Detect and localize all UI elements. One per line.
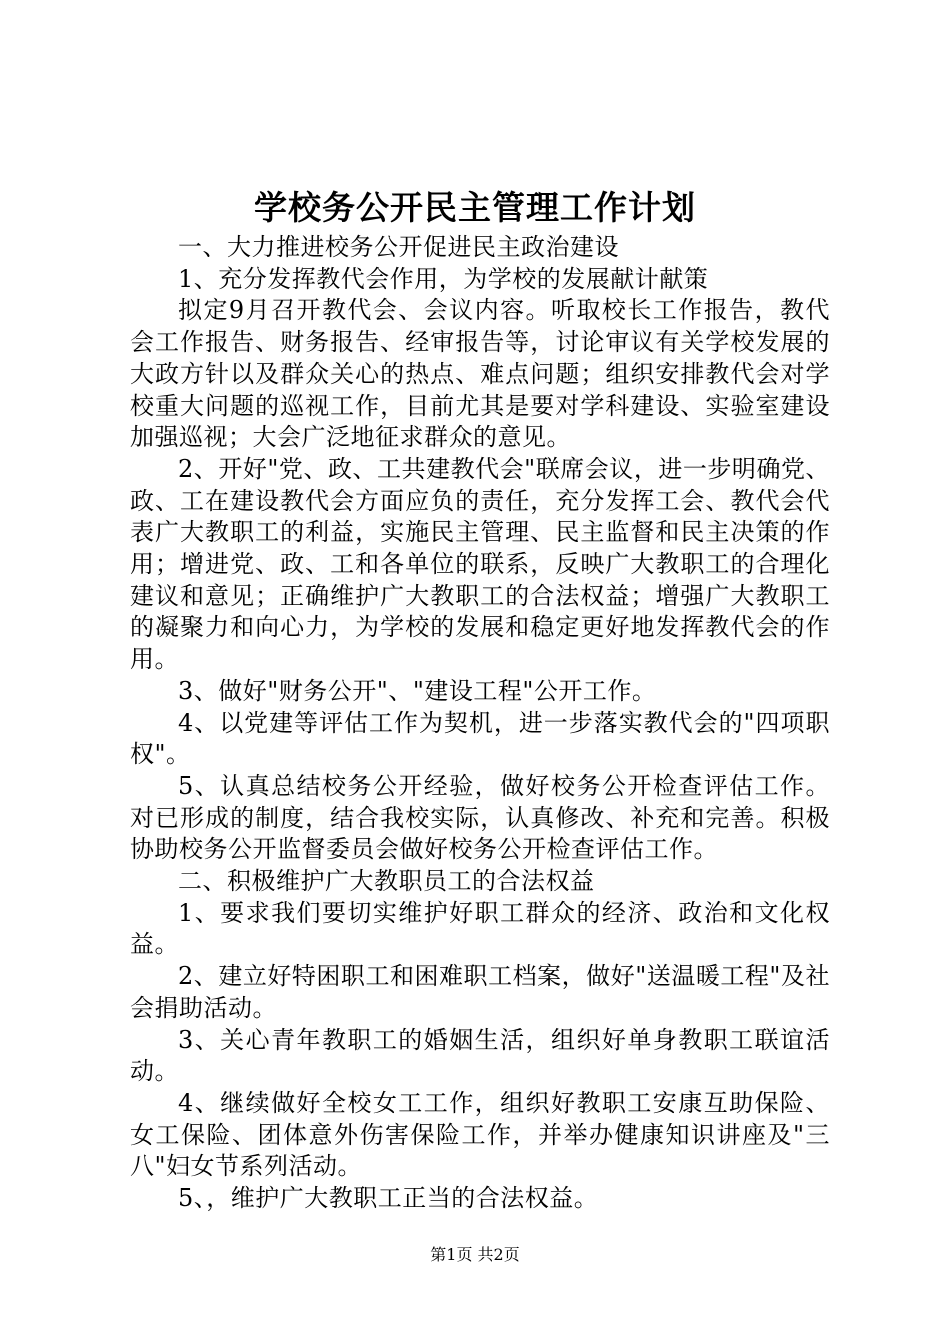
paragraph-1-4: 4、以党建等评估工作为契机，进一步落实教代会的"四项职权"。 bbox=[130, 708, 830, 769]
paragraph-1-5: 5、认真总结校务公开经验，做好校务公开检查评估工作。对已形成的制度，结合我校实际，认真修改、补充和完善。积极协助校务公开监督委员会做好校务公开检查评估工作。 bbox=[130, 771, 830, 864]
paragraph-2-1: 1、要求我们要切实维护好职工群众的经济、政治和文化权益。 bbox=[130, 898, 830, 959]
paragraph-2-5: 5、，维护广大教职工正当的合法权益。 bbox=[178, 1184, 599, 1213]
paragraph-1-3: 3、做好"财务公开"、"建设工程"公开工作。 bbox=[178, 676, 657, 705]
document-title: 学校务公开民主管理工作计划 bbox=[254, 188, 696, 227]
paragraph-1-1-detail: 拟定9月召开教代会、会议内容。听取校长工作报告，教代会工作报告、财务报告、经审报告等，讨论审议有关学校发展的大政方针以及群众关心的热点、难点问题；组织安排教代会对学校重大问题的巡视工作，目前尤其是要对学科建设、实验室建设加强巡视；大会广泛地征求群众的意见。 bbox=[130, 296, 830, 452]
section-heading-2: 二、积极维护广大教职员工的合法权益 bbox=[178, 867, 595, 896]
paragraph-2-3: 3、关心青年教职工的婚姻生活，组织好单身教职工联谊活动。 bbox=[130, 1025, 830, 1086]
paragraph-1-1: 1、充分发挥教代会作用，为学校的发展献计献策 bbox=[178, 264, 709, 293]
document-body bbox=[130, 232, 830, 1215]
page-footer: 第1页 共2页 bbox=[430, 1245, 520, 1264]
paragraph-2-2: 2、建立好特困职工和困难职工档案，做好"送温暖工程"及社会捐助活动。 bbox=[130, 962, 830, 1022]
paragraph-2-4: 4、继续做好全校女工工作，组织好教职工安康互助保险、女工保险、团体意外伤害保险工作，并举办健康知识讲座及"三八"妇女节系列活动。 bbox=[130, 1088, 830, 1181]
paragraph-1-2: 2、开好"党、政、工共建教代会"联席会议，进一步明确党、政、工在建设教代会方面应负的责任，充分发挥工会、教代会代表广大教职工的利益，实施民主管理、民主监督和民主决策的作用；增进党、政、工和各单位的联系，反映广大教职工的合理化建议和意见；正确维护广大教职工的合法权益；增强广大教职工的凝聚力和向心力，为学校的发展和稳定更好地发挥教代会的作用。 bbox=[130, 454, 830, 674]
section-heading-1: 一、大力推进校务公开促进民主政治建设 bbox=[178, 233, 619, 261]
